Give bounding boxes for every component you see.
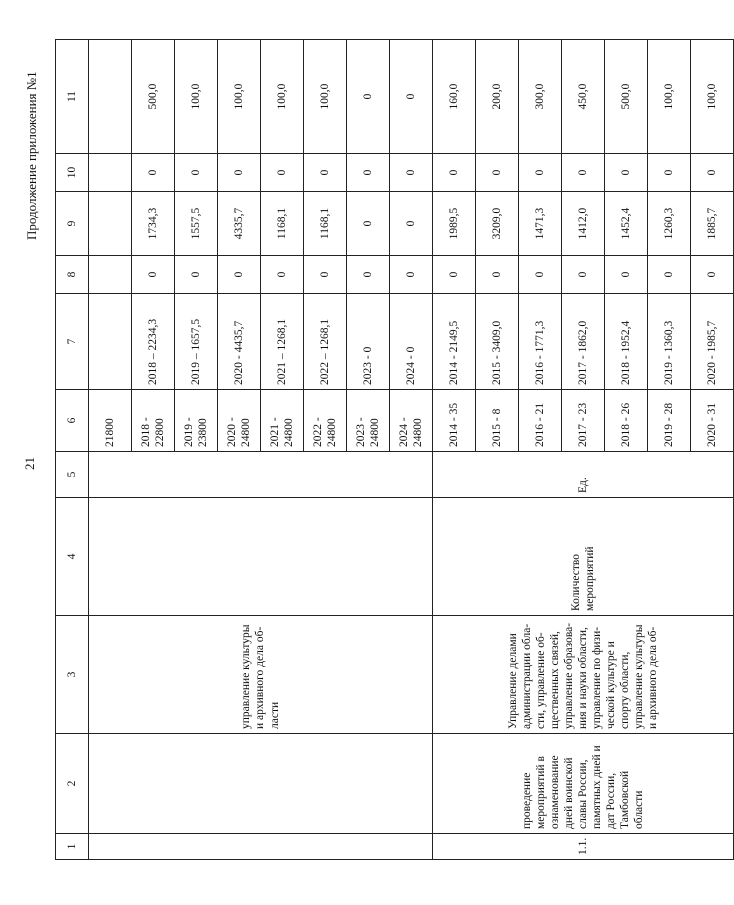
cell-local: 0: [347, 154, 390, 192]
cell-federal: 0: [132, 256, 175, 294]
cell-federal: 0: [691, 256, 734, 294]
cell-federal: 0: [476, 256, 519, 294]
cell-total: 2019 – 1657,5: [175, 294, 218, 390]
cell-total: 2018 - 1952,4: [605, 294, 648, 390]
col-header-11: 11: [56, 40, 89, 154]
cell-unit: Ед.: [433, 452, 734, 498]
cell-federal: 0: [347, 256, 390, 294]
cell-regional: 1734,3: [132, 192, 175, 256]
cell-target: 2018 - 22800: [132, 390, 175, 452]
cell-num: 1.1.: [433, 834, 734, 860]
cell-regional: 0: [390, 192, 433, 256]
cell-local: 0: [605, 154, 648, 192]
cell-local: 0: [304, 154, 347, 192]
cell-total: 2016 - 1771,3: [519, 294, 562, 390]
cell-regional: [89, 192, 132, 256]
cell-federal: 0: [175, 256, 218, 294]
cell-federal: 0: [648, 256, 691, 294]
cell-local: 0: [175, 154, 218, 192]
cell-extra: [89, 40, 132, 154]
cell-total: 2015 - 3409,0: [476, 294, 519, 390]
cell-target: 2014 - 35: [433, 390, 476, 452]
cell-extra: 200,0: [476, 40, 519, 154]
table-row: [433, 40, 476, 860]
col-header-9: 9: [56, 192, 89, 256]
cell-total: 2018 – 2234,3: [132, 294, 175, 390]
cell-extra: 160,0: [433, 40, 476, 154]
cell-total: 2019 - 1360,3: [648, 294, 691, 390]
cell-unit: [89, 452, 433, 498]
cell-extra: 100,0: [304, 40, 347, 154]
cell-regional: 1989,5: [433, 192, 476, 256]
cell-regional: 1168,1: [304, 192, 347, 256]
cell-name: проведение мероприятий в ознаменование дней воинской славы России, памятных дней и дат России, Тамбовской области: [433, 734, 734, 834]
cell-extra: 500,0: [132, 40, 175, 154]
cell-regional: 1412,0: [562, 192, 605, 256]
cell-target: 21800: [89, 390, 132, 452]
cell-total: 2014 - 2149,5: [433, 294, 476, 390]
cell-indicator: Количество мероприятий: [433, 498, 734, 616]
cell-local: 0: [433, 154, 476, 192]
cell-extra: 500,0: [605, 40, 648, 154]
cell-total: 2024 - 0: [390, 294, 433, 390]
cell-regional: 4335,7: [218, 192, 261, 256]
cell-indicator: [89, 498, 433, 616]
cell-target: 2019 - 23800: [175, 390, 218, 452]
cell-local: 0: [476, 154, 519, 192]
col-header-10: 10: [56, 154, 89, 192]
cell-regional: 1885,7: [691, 192, 734, 256]
col-header-5: 5: [56, 452, 89, 498]
cell-num: [89, 834, 433, 860]
cell-local: 0: [390, 154, 433, 192]
header-row: [56, 40, 89, 860]
cell-target: 2021 - 24800: [261, 390, 304, 452]
cell-local: [89, 154, 132, 192]
cell-extra: 100,0: [218, 40, 261, 154]
col-header-6: 6: [56, 390, 89, 452]
cell-extra: 100,0: [648, 40, 691, 154]
cell-federal: [89, 256, 132, 294]
cell-extra: 0: [390, 40, 433, 154]
col-header-3: 3: [56, 616, 89, 734]
cell-extra: 100,0: [691, 40, 734, 154]
cell-extra: 450,0: [562, 40, 605, 154]
col-header-2: 2: [56, 734, 89, 834]
cell-target: 2020 - 31: [691, 390, 734, 452]
col-header-8: 8: [56, 256, 89, 294]
cell-local: 0: [691, 154, 734, 192]
cell-name: [89, 734, 433, 834]
program-table: [55, 39, 734, 860]
cell-total: 2020 - 1985,7: [691, 294, 734, 390]
cell-regional: 1471,3: [519, 192, 562, 256]
cell-federal: 0: [519, 256, 562, 294]
rotated-table-wrapper: [55, 40, 734, 860]
cell-federal: 0: [304, 256, 347, 294]
cell-total: 2022 – 1268,1: [304, 294, 347, 390]
cell-target: 2015 - 8: [476, 390, 519, 452]
cell-target: 2020 - 24800: [218, 390, 261, 452]
cell-federal: 0: [605, 256, 648, 294]
cell-regional: 1557,5: [175, 192, 218, 256]
col-header-1: 1: [56, 834, 89, 860]
cell-local: 0: [519, 154, 562, 192]
cell-local: 0: [218, 154, 261, 192]
cell-regional: 1260,3: [648, 192, 691, 256]
cell-executor: Управление делами администрации обла-сти, управление об-щественных связей, управление образова-ния и науки области, управление по физи-ческой культуре и спорту области, управление культуры и архивного дела об-: [433, 616, 734, 734]
cell-federal: 0: [390, 256, 433, 294]
cell-total: 2021 – 1268,1: [261, 294, 304, 390]
cell-total: 2017 - 1862,0: [562, 294, 605, 390]
cell-extra: 300,0: [519, 40, 562, 154]
cell-local: 0: [562, 154, 605, 192]
cell-target: 2018 - 26: [605, 390, 648, 452]
cell-extra: 100,0: [261, 40, 304, 154]
cell-total: 2020 - 4435,7: [218, 294, 261, 390]
cell-target: 2016 - 21: [519, 390, 562, 452]
cell-target: 2019 - 28: [648, 390, 691, 452]
cell-local: 0: [132, 154, 175, 192]
cell-regional: 0: [347, 192, 390, 256]
appendix-caption: Продолжение приложения №1: [24, 71, 39, 240]
cell-local: 0: [261, 154, 304, 192]
col-header-7: 7: [56, 294, 89, 390]
page-number: 21: [22, 457, 37, 470]
cell-federal: 0: [562, 256, 605, 294]
cell-target: 2024 - 24800: [390, 390, 433, 452]
cell-federal: 0: [261, 256, 304, 294]
cell-federal: 0: [433, 256, 476, 294]
table-row: [89, 40, 132, 860]
col-header-4: 4: [56, 498, 89, 616]
cell-target: 2017 - 23: [562, 390, 605, 452]
cell-total: [89, 294, 132, 390]
cell-regional: 1452,4: [605, 192, 648, 256]
cell-federal: 0: [218, 256, 261, 294]
cell-local: 0: [648, 154, 691, 192]
cell-total: 2023 - 0: [347, 294, 390, 390]
cell-extra: 100,0: [175, 40, 218, 154]
cell-target: 2023 - 24800: [347, 390, 390, 452]
cell-regional: 3209,0: [476, 192, 519, 256]
cell-regional: 1168,1: [261, 192, 304, 256]
cell-target: 2022 - 24800: [304, 390, 347, 452]
cell-extra: 0: [347, 40, 390, 154]
cell-executor: управление культуры и архивного дела об-ласти: [89, 616, 433, 734]
